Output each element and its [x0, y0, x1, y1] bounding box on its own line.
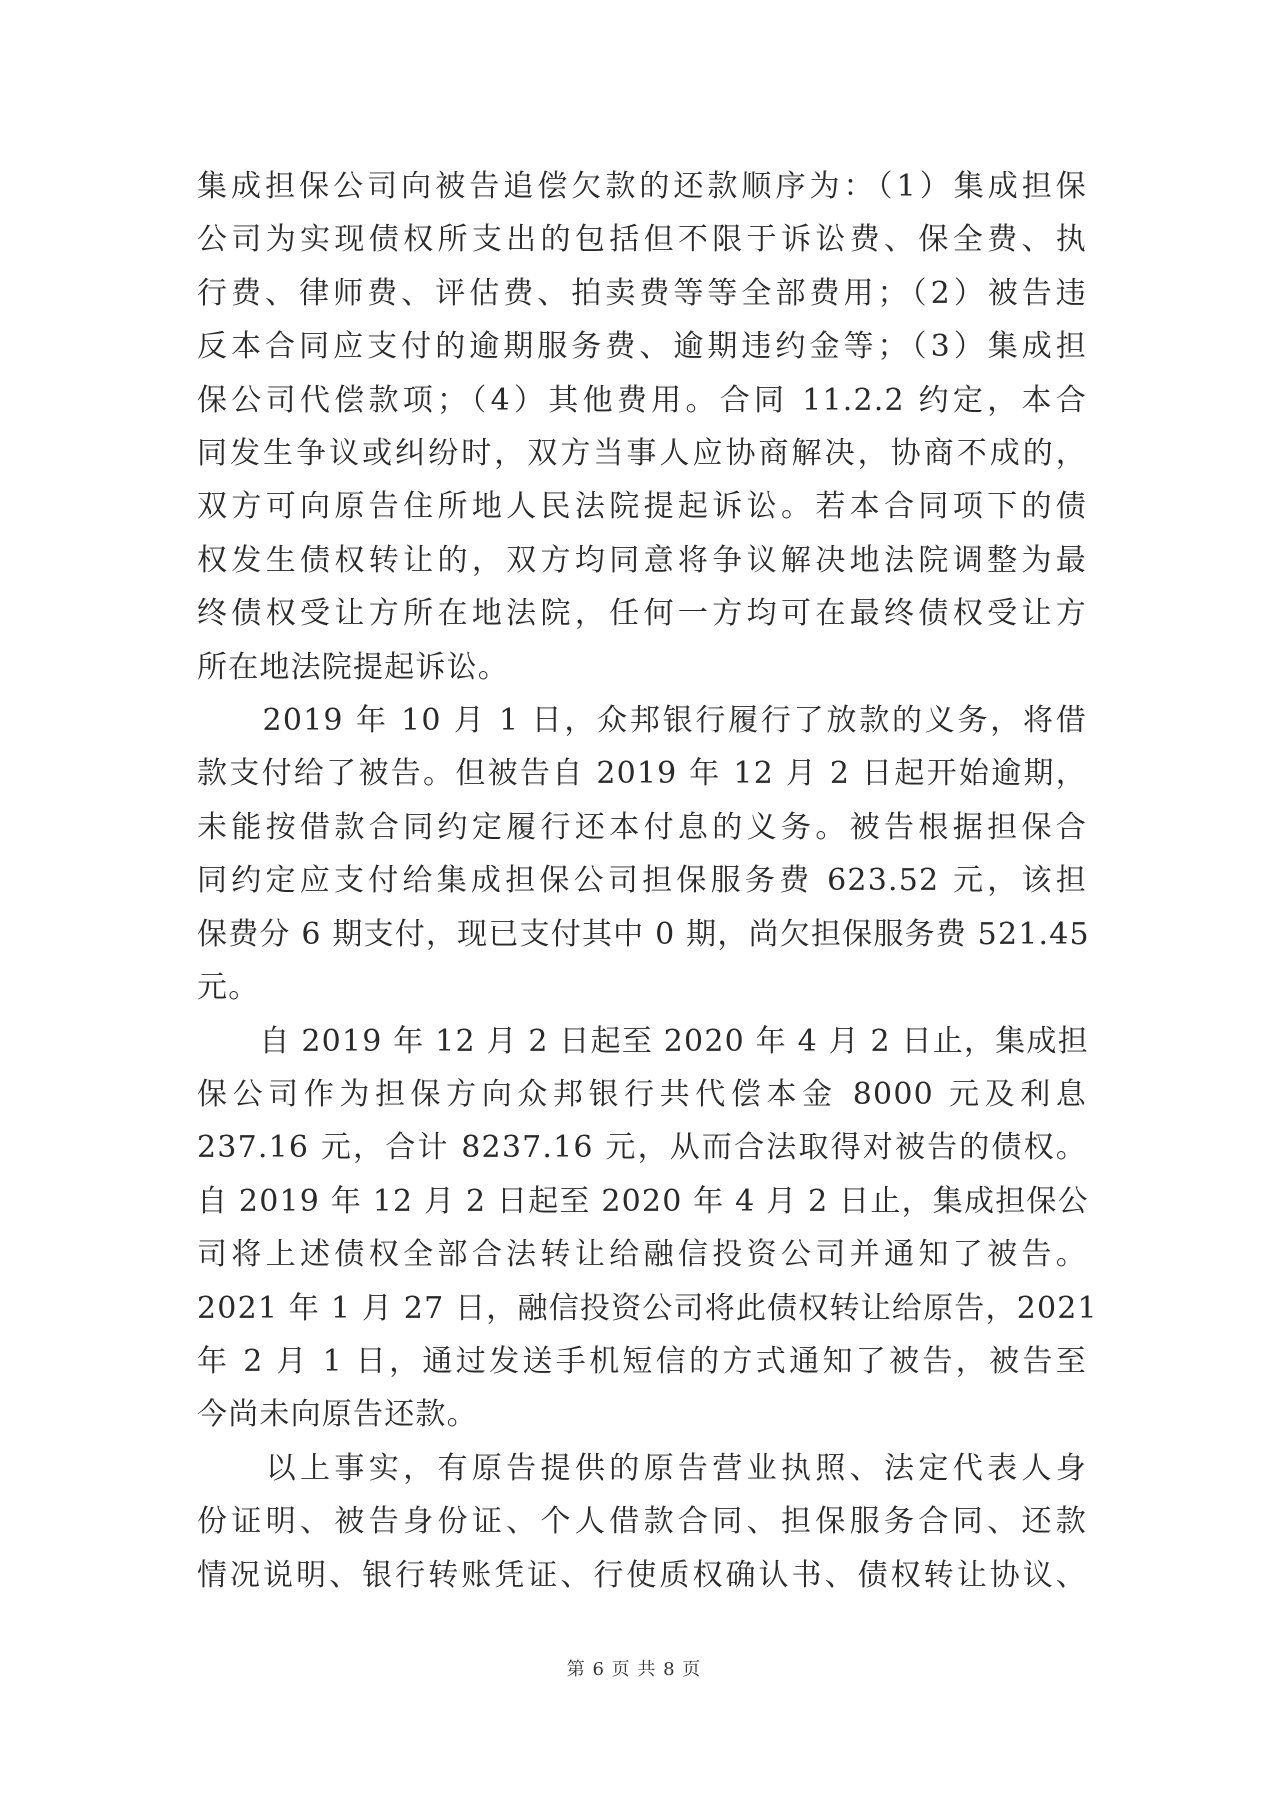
text-line: 以上事实，有原告提供的原告营业执照、法定代表人身: [197, 1450, 1087, 1486]
paragraph-2: [197, 694, 1090, 1014]
text-line: 保公司代偿款项；（4）其他费用。合同 11.2.2 约定，本合: [197, 382, 1087, 418]
text-line: 情况说明、银行转账凭证、行使质权确认书、债权转让协议、: [197, 1557, 1087, 1593]
text-line: 同约定应支付给集成担保公司担保服务费 623.52 元，该担: [197, 863, 1087, 899]
page-number-footer: 第 6 页 共 8 页: [566, 1659, 702, 1680]
body-text: [197, 160, 1098, 1602]
paragraph-1: [197, 160, 1087, 694]
text-line: 年 2 月 1 日，通过发送手机短信的方式通知了被告，被告至: [197, 1343, 1087, 1379]
text-line: 同发生争议或纠纷时，双方当事人应协商解决，协商不成的，: [197, 436, 1087, 472]
text-line: 2021 年 1 月 27 日，融信投资公司将此债权转让给原告，2021: [197, 1290, 1098, 1326]
text-line: 集成担保公司向被告追偿欠款的还款顺序为：（1）集成担保: [197, 169, 1087, 204]
text-line: 双方可向原告住所地人民法院提起诉讼。若本合同项下的债: [197, 489, 1087, 525]
text-line: 权发生债权转让的，双方均同意将争议解决地法院调整为最: [197, 542, 1087, 578]
text-line: 司将上述债权全部合法转让给融信投资公司并通知了被告。: [197, 1237, 1087, 1273]
text-line: 行费、律师费、评估费、拍卖费等等全部费用；（2）被告违: [197, 275, 1087, 311]
paragraph-3: [197, 1015, 1098, 1442]
text-line: 2019 年 10 月 1 日，众邦银行履行了放款的义务，将借: [197, 703, 1087, 739]
text-line: 未能按借款合同约定履行还本付息的义务。被告根据担保合: [197, 809, 1087, 845]
text-line: 保公司作为担保方向众邦银行共代偿本金 8000 元及利息: [197, 1076, 1087, 1112]
paragraph-4: [197, 1442, 1087, 1602]
text-line: 款支付给了被告。但被告自 2019 年 12 月 2 日起开始逾期，: [197, 756, 1087, 792]
text-line: 自 2019 年 12 月 2 日起至 2020 年 4 月 2 日止，集成担: [197, 1023, 1089, 1059]
text-line: 份证明、被告身份证、个人借款合同、担保服务合同、还款: [197, 1504, 1087, 1540]
text-line: 237.16 元，合计 8237.16 元，从而合法取得对被告的债权。: [197, 1130, 1087, 1166]
text-line: 公司为实现债权所支出的包括但不限于诉讼费、保全费、执: [197, 222, 1087, 258]
text-line: 所在地法院提起诉讼。: [197, 649, 509, 685]
text-line: 终债权受让方所在地法院，任何一方均可在最终债权受让方: [197, 596, 1087, 632]
text-line: 保费分 6 期支付，现已支付其中 0 期，尚欠担保服务费 521.45: [197, 916, 1090, 952]
text-line: 反本合同应支付的逾期服务费、逾期违约金等；（3）集成担: [197, 329, 1087, 365]
text-line: 自 2019 年 12 月 2 日起至 2020 年 4 月 2 日止，集成担保公: [197, 1183, 1089, 1219]
text-line: 今尚未向原告还款。: [197, 1397, 478, 1433]
text-line: 元。: [197, 970, 260, 1006]
